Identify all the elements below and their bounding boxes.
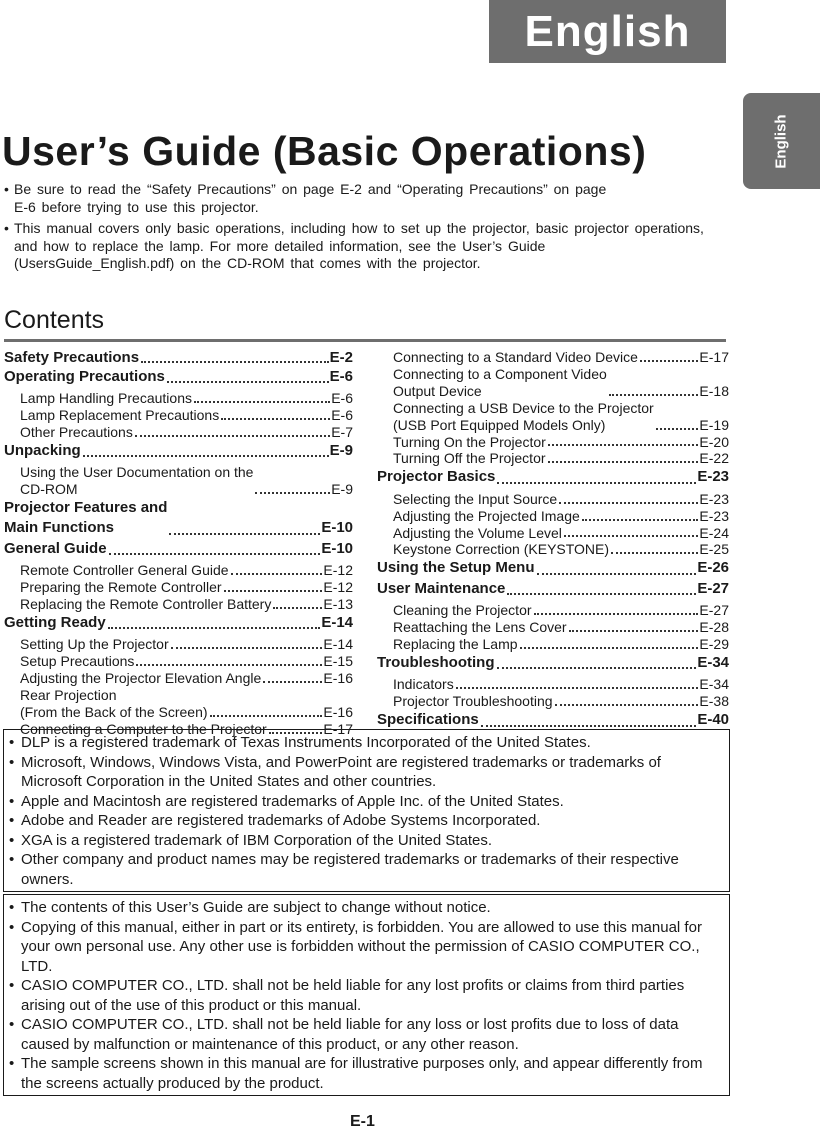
toc-entry-page: E-14 (321, 613, 353, 631)
toc-entry-title: Using the Setup Menu (377, 559, 535, 577)
notice-item: • CASIO COMPUTER CO., LTD. shall not be held liable for any loss or lost profits due to loss of data caused by malfunction or maintenance of this product, or any other reason. (9, 1015, 724, 1054)
toc-dot-leader (548, 461, 699, 463)
toc-section (377, 579, 729, 599)
trademark-notice-box (3, 729, 730, 892)
toc-subsection (4, 596, 353, 613)
toc-dot-leader (141, 361, 329, 363)
toc-entry-page: E-19 (699, 416, 729, 433)
notice-item: • Other company and product names may be registered trademarks or trademarks of their respective owners. (9, 850, 724, 889)
toc-entry-page: E-25 (699, 541, 729, 558)
toc-entry-title: Rear Projection (From the Back of the Screen) (20, 686, 208, 720)
toc-entry-page: E-17 (699, 349, 729, 365)
toc-dot-leader (83, 455, 329, 457)
toc-entry-title: Cleaning the Projector (393, 602, 532, 619)
toc-entry-title: Lamp Replacement Precautions (20, 406, 220, 423)
toc-subsection (377, 349, 729, 366)
toc-entry-title: Turning Off the Projector (393, 450, 546, 467)
toc-entry-title: Safety Precautions (4, 349, 140, 366)
toc-dot-leader (609, 394, 699, 396)
toc-entry-title: Adjusting the Projected Image (393, 507, 580, 524)
toc-subsection (377, 508, 729, 525)
legal-notice-box (3, 894, 730, 1096)
toc-section (4, 613, 353, 633)
side-language-tab-label: English (772, 113, 790, 169)
toc-left-column (4, 349, 353, 738)
toc-entry-page: E-2 (329, 349, 353, 366)
toc-entry-title: Operating Precautions (4, 367, 165, 385)
toc-subsection (4, 464, 353, 498)
toc-entry-title: Replacing the Lamp (393, 636, 518, 652)
toc-entry-title: Connecting a Computer to the Projector (20, 720, 267, 737)
toc-dot-leader (255, 492, 330, 494)
toc-entry-page: E-40 (697, 711, 729, 729)
intro-list (4, 181, 704, 277)
contents-heading: Contents (4, 306, 105, 334)
toc-entry-title: User Maintenance (377, 579, 506, 597)
toc-entry-page: E-23 (699, 507, 729, 524)
toc-dot-leader (611, 552, 698, 554)
toc-dot-leader (171, 647, 323, 649)
toc-entry-title: Indicators (393, 676, 454, 693)
toc-entry-title: Selecting the Input Source (393, 490, 558, 507)
toc-entry-page: E-17 (323, 720, 353, 737)
toc-entry-page: E-38 (699, 693, 729, 710)
toc-dot-leader (507, 593, 696, 595)
toc-entry-page: E-20 (699, 433, 729, 450)
toc-right-column (377, 349, 729, 731)
toc-entry-page: E-23 (699, 490, 729, 507)
toc-entry-title: Using the User Documentation on the CD-ROM (20, 464, 254, 497)
toc-dot-leader (569, 630, 699, 632)
toc-entry-title: Setting Up the Projector (20, 636, 169, 653)
toc-dot-leader (194, 401, 330, 403)
toc-entry-title: Connecting to a Standard Video Device (393, 349, 638, 365)
toc-entry-title: Other Precautions (20, 423, 133, 440)
toc-entry-title: Unpacking (4, 441, 81, 459)
toc-entry-title: Keystone Correction (KEYSTONE) (393, 541, 610, 558)
toc-entry-title: Adjusting the Projector Elevation Angle (20, 670, 262, 686)
toc-entry-title: Connecting to a Component Video Output Device (393, 365, 607, 399)
notice-item: • DLP is a registered trademark of Texas Instruments Incorporated of the United States. (9, 733, 724, 753)
intro-item: • This manual covers only basic operations, including how to set up the projector, basic projector operations, and how to replace the lamp. For more detailed information, see the User’s Guide (UsersGuide_English.pdf) on the CD-ROM that comes with the projector. (4, 220, 704, 273)
toc-entry-title: Specifications (377, 711, 479, 729)
page-number: E-1 (350, 1113, 375, 1130)
contents-divider (4, 339, 726, 342)
toc-entry-page: E-28 (699, 619, 729, 636)
toc-entry-page: E-27 (699, 602, 729, 619)
toc-dot-leader (564, 535, 699, 537)
toc-subsection (377, 366, 729, 400)
toc-entry-page: E-16 (323, 703, 353, 720)
toc-entry-title: Projector Features and Main Functions (4, 498, 168, 537)
toc-subsection (377, 636, 729, 653)
toc-dot-leader (481, 725, 697, 727)
toc-entry-page: E-9 (329, 441, 353, 459)
toc-entry-page: E-23 (697, 468, 729, 486)
toc-entry-title: Replacing the Remote Controller Battery (20, 595, 272, 612)
toc-dot-leader (221, 418, 330, 420)
toc-dot-leader (537, 573, 697, 575)
toc-entry-page: E-7 (331, 423, 353, 440)
toc-subsection (4, 390, 353, 407)
toc-dot-leader (224, 590, 323, 592)
toc-subsection (377, 434, 729, 451)
language-tab: English (489, 0, 726, 63)
toc-entry-page: E-12 (323, 562, 353, 579)
toc-dot-leader (520, 647, 699, 649)
toc-entry-page: E-18 (699, 382, 729, 399)
toc-subsection (4, 579, 353, 596)
toc-subsection (4, 636, 353, 653)
toc-entry-title: Troubleshooting (377, 653, 495, 671)
notice-item: • The contents of this User’s Guide are subject to change without notice. (9, 898, 724, 918)
toc-entry-title: Getting Ready (4, 613, 106, 631)
toc-dot-leader (135, 435, 330, 437)
toc-entry-page: E-13 (323, 595, 353, 612)
toc-entry-page: E-12 (323, 578, 353, 595)
toc-dot-leader (555, 704, 699, 706)
toc-dot-leader (136, 664, 322, 666)
toc-entry-page: E-6 (331, 389, 353, 406)
toc-subsection (377, 400, 729, 434)
notice-item: • Microsoft, Windows, Windows Vista, and PowerPoint are registered trademarks or trademarks of Microsoft Corporation in the United States and other countries. (9, 753, 724, 792)
toc-subsection (377, 619, 729, 636)
toc-subsection (377, 541, 729, 558)
toc-entry-title: Lamp Handling Precautions (20, 389, 192, 406)
toc-section (4, 498, 353, 539)
toc-entry-title: Connecting a USB Device to the Projector (USB Port Equipped Models Only) (393, 399, 654, 433)
toc-entry-title: Preparing the Remote Controller (20, 578, 222, 595)
toc-subsection (4, 562, 353, 579)
toc-entry-title: Projector Troubleshooting (393, 693, 553, 710)
notice-item: • Adobe and Reader are registered trademarks of Adobe Systems Incorporated. (9, 811, 724, 831)
toc-entry-page: E-10 (321, 539, 353, 557)
toc-subsection (4, 653, 353, 670)
toc-entry-page: E-15 (323, 653, 353, 670)
toc-dot-leader (231, 573, 323, 575)
toc-entry-title: Remote Controller General Guide (20, 562, 229, 579)
notice-item: • The sample screens shown in this manual are for illustrative purposes only, and appear differently from the screens actually produced by the product. (9, 1054, 724, 1093)
toc-section (377, 710, 729, 730)
toc-section (377, 467, 729, 487)
notice-item: • XGA is a registered trademark of IBM Corporation of the United States. (9, 831, 724, 851)
toc-dot-leader (210, 715, 323, 717)
toc-dot-leader (497, 482, 696, 484)
toc-section (377, 558, 729, 578)
toc-dot-leader (548, 444, 699, 446)
notice-item: • Apple and Macintosh are registered trademarks of Apple Inc. of the United States. (9, 792, 724, 812)
toc-section (377, 653, 729, 673)
toc-dot-leader (108, 627, 321, 629)
toc-dot-leader (582, 519, 699, 521)
toc-entry-title: Turning On the Projector (393, 433, 546, 450)
toc-entry-page: E-26 (697, 559, 729, 577)
intro-item: • Be sure to read the “Safety Precautions” on page E-2 and “Operating Precautions” on page E-6 before trying to use this projector. (4, 181, 704, 216)
toc-subsection (377, 491, 729, 508)
toc-entry-page: E-27 (697, 579, 729, 597)
side-language-tab (743, 93, 820, 189)
toc-subsection (4, 687, 353, 721)
toc-entry-page: E-29 (699, 636, 729, 652)
toc-subsection (377, 602, 729, 619)
toc-dot-leader (640, 360, 699, 362)
toc-dot-leader (656, 428, 699, 430)
toc-entry-page: E-24 (699, 524, 729, 541)
notice-item: • Copying of this manual, either in part or its entirety, is forbidden. You are allowed to use this manual for your own personal use. Any other use is forbidden without the permission of CASIO COMPUTER CO., LTD. (9, 918, 724, 977)
toc-entry-title: Setup Precautions (20, 653, 135, 670)
toc-dot-leader (109, 553, 321, 555)
toc-dot-leader (167, 381, 329, 383)
toc-dot-leader (534, 613, 699, 615)
toc-dot-leader (263, 681, 322, 683)
toc-dot-leader (497, 667, 697, 669)
toc-entry-title: Projector Basics (377, 468, 496, 486)
toc-entry-page: E-14 (323, 636, 353, 653)
toc-subsection (377, 676, 729, 693)
toc-dot-leader (559, 502, 698, 504)
toc-section (4, 539, 353, 559)
toc-entry-page: E-16 (323, 670, 353, 686)
toc-entry-page: E-34 (699, 676, 729, 693)
toc-entry-title: Reattaching the Lens Cover (393, 619, 567, 636)
toc-dot-leader (456, 687, 699, 689)
toc-subsection (377, 525, 729, 542)
toc-entry-page: E-10 (321, 519, 353, 537)
page-title: User’s Guide (Basic Operations) (2, 128, 647, 174)
toc-subsection (4, 407, 353, 424)
toc-entry-title: General Guide (4, 539, 107, 557)
toc-section (4, 349, 353, 367)
toc-section (4, 441, 353, 461)
toc-section (4, 367, 353, 387)
toc-subsection (377, 693, 729, 710)
toc-entry-page: E-34 (697, 653, 729, 671)
toc-subsection (377, 450, 729, 467)
toc-entry-page: E-6 (331, 406, 353, 423)
toc-entry-page: E-22 (699, 450, 729, 467)
toc-subsection (4, 424, 353, 441)
toc-subsection (4, 670, 353, 687)
toc-dot-leader (169, 533, 320, 535)
toc-entry-title: Adjusting the Volume Level (393, 524, 562, 541)
toc-dot-leader (273, 607, 322, 609)
toc-entry-page: E-6 (329, 367, 353, 385)
toc-entry-page: E-9 (331, 480, 353, 497)
notice-item: • CASIO COMPUTER CO., LTD. shall not be held liable for any lost profits or claims from third parties arising out of the use of this product or this manual. (9, 976, 724, 1015)
